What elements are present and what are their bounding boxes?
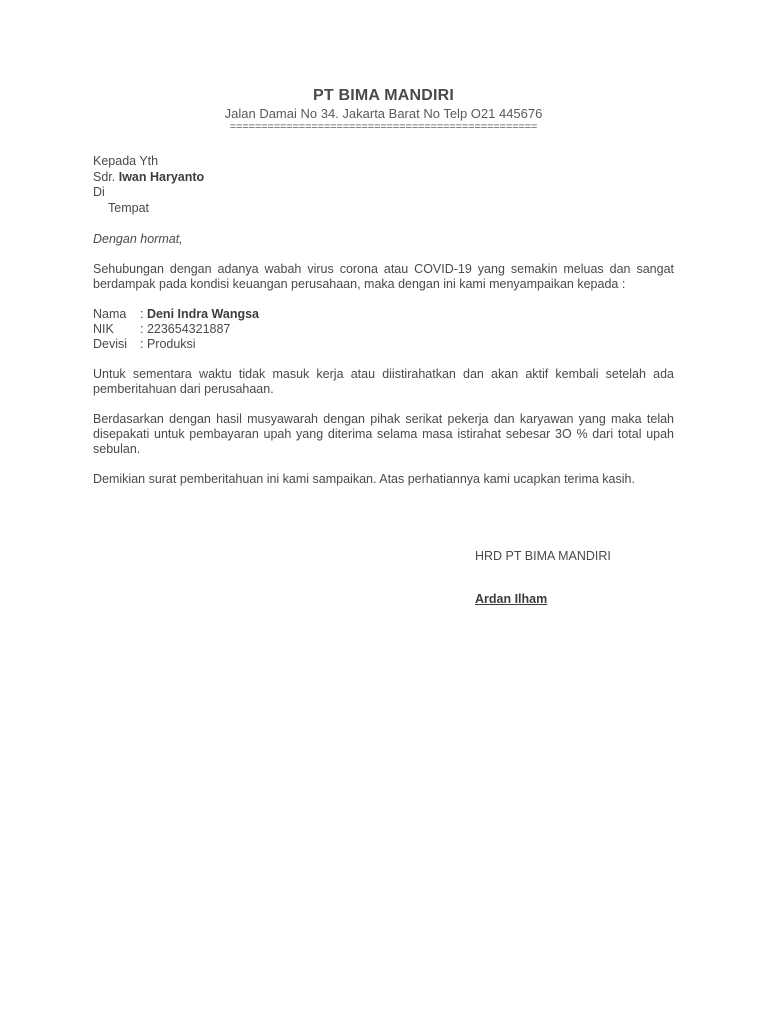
header-divider: ================================================= [229,122,538,133]
paragraph-wage: Berdasarkan dengan hasil musyawarah dengan pihak serikat pekerja dan karyawan yang maka telah disepakati untuk pembayaran upah yang diterima selama masa istirahat sebesar 3O % dari total upah sebulan. [93,412,674,456]
signature-block [475,548,675,606]
letter-page [93,86,674,606]
salutation: Dengan hormat, [93,232,183,246]
employee-details [93,307,674,352]
detail-separator: : [140,337,147,351]
detail-row-devisi [93,337,674,352]
detail-row-name [93,307,674,322]
detail-label-name: Nama [93,307,127,321]
recipient-prefix: Sdr. [93,169,119,184]
detail-separator: : [140,307,147,321]
detail-label-nik: NIK [93,322,114,336]
company-address: Jalan Damai No 34. Jakarta Barat No Telp O21 445676 [224,106,543,121]
recipient-di: Di [93,185,105,199]
recipient-greeting: Kepada Yth [93,154,159,168]
detail-separator: : [140,322,147,336]
recipient-name-line [93,170,674,186]
detail-value-nik: 223654321887 [146,322,231,336]
paragraph-intro: Sehubungan dengan adanya wabah virus corona atau COVID-19 yang semakin meluas dan sangat berdampak pada kondisi keuangan perusahaan, maka dengan ini kami menyampaikan kepada : [93,262,674,291]
paragraph-status: Untuk sementara waktu tidak masuk kerja atau diistirahatkan dan akan aktif kembali setelah ada pemberitahuan dari perusahaan. [93,367,674,396]
recipient-place: Tempat [108,200,149,215]
detail-row-nik [93,322,674,337]
detail-value-name: Deni Indra Wangsa [146,307,260,321]
detail-label-devisi: Devisi [93,337,128,351]
company-name: PT BIMA MANDIRI [312,87,455,104]
recipient-block [93,154,674,216]
paragraph-closing: Demikian surat pemberitahuan ini kami sampaikan. Atas perhatiannya kami ucapkan terima kasih. [93,472,635,486]
signature-name: Ardan Ilham [475,592,548,606]
signature-title: HRD PT BIMA MANDIRI [475,549,611,563]
recipient-name: Iwan Haryanto [118,169,205,184]
detail-value-devisi: Produksi [146,337,196,351]
